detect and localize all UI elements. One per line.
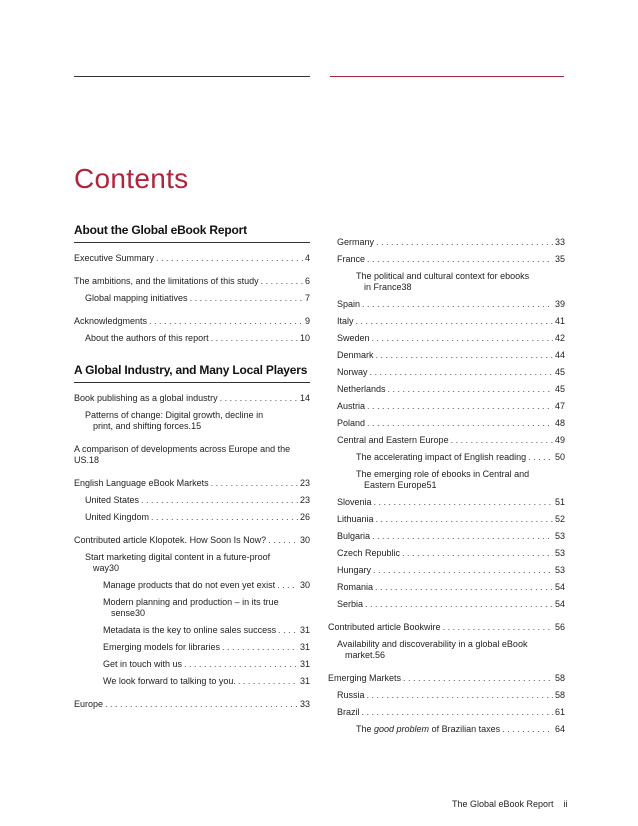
toc-entry[interactable]: The accelerating impact of English reading . . . 50	[337, 452, 565, 463]
toc-left-column	[74, 225, 310, 710]
toc-entry[interactable]: The good problem of Brazilian taxes . . . 64	[337, 724, 565, 735]
toc-entry[interactable]: English Language eBook Markets . . . 23	[74, 478, 310, 489]
toc-entry[interactable]: Lithuania . . . 52	[337, 514, 565, 525]
toc-entry[interactable]: Get in touch with us . . . 31	[74, 659, 310, 670]
toc-entry[interactable]: France . . . 35	[337, 254, 565, 265]
toc-entry[interactable]: Executive Summary . . . 4	[74, 253, 310, 264]
toc-entry[interactable]: United Kingdom . . . 26	[74, 512, 310, 523]
toc-entry[interactable]: Poland . . . 48	[337, 418, 565, 429]
footer-title: The Global eBook Report	[452, 799, 554, 809]
page-title: Contents	[74, 163, 189, 194]
toc-entry[interactable]: About the authors of this report . . . 10	[74, 333, 310, 344]
toc-entry[interactable]: Slovenia . . . 51	[337, 497, 565, 508]
page-footer	[452, 799, 568, 809]
toc-entry[interactable]: Bulgaria . . . 53	[337, 531, 565, 542]
toc-entry[interactable]: Central and Eastern Europe . . . 49	[337, 435, 565, 446]
toc-entry[interactable]: The ambitions, and the limitations of this study . . . 6	[74, 276, 310, 287]
section-heading: About the Global eBook Report	[74, 225, 310, 243]
toc-entry[interactable]: Contributed article Klopotek. How Soon Is Now? . . . 30	[74, 535, 310, 546]
toc-entry[interactable]: Patterns of change: Digital growth, decline in print, and shifting forces. 15	[85, 410, 264, 431]
page-number: ii	[563, 799, 568, 809]
toc-entry[interactable]: Serbia . . . 54	[337, 599, 565, 610]
toc-right-column	[328, 237, 565, 735]
toc-entry[interactable]: Metadata is the key to online sales success . . . 31	[74, 625, 310, 636]
toc-entry[interactable]: Netherlands . . . 45	[337, 384, 565, 395]
toc-entry[interactable]: United States . . . 23	[74, 495, 310, 506]
toc-entry[interactable]: Romania . . . 54	[337, 582, 565, 593]
toc-entry[interactable]: The emerging role of ebooks in Central and Eastern Europe 51	[356, 469, 530, 490]
toc-entry[interactable]: Manage products that do not even yet exist . . . 30	[74, 580, 310, 591]
toc-entry[interactable]: Sweden . . . 42	[337, 333, 565, 344]
toc-entry[interactable]: A comparison of developments across Europe and the US. 18	[74, 444, 291, 465]
top-rule-right	[330, 76, 564, 77]
toc-entry[interactable]: Europe . . . 33	[74, 699, 310, 710]
toc-entry[interactable]: Czech Republic . . . 53	[337, 548, 565, 559]
top-rule-left	[74, 76, 310, 77]
toc-entry[interactable]: Emerging Markets . . . 58	[328, 673, 565, 684]
toc-entry[interactable]: Norway . . . 45	[337, 367, 565, 378]
toc-entry[interactable]: Hungary . . . 53	[337, 565, 565, 576]
toc-entry[interactable]: Emerging models for libraries . . . 31	[74, 642, 310, 653]
toc-entry[interactable]: Italy . . . 41	[337, 316, 565, 327]
toc-entry[interactable]: Spain . . . 39	[337, 299, 565, 310]
section-heading: A Global Industry, and Many Local Players	[74, 365, 310, 383]
toc-entry[interactable]: The political and cultural context for ebooks in France 38	[356, 271, 530, 292]
toc-entry[interactable]: Global mapping initiatives . . . 7	[74, 293, 310, 304]
toc-entry[interactable]: Germany . . . 33	[337, 237, 565, 248]
toc-entry[interactable]: Start marketing digital content in a future-proof way 30	[85, 552, 271, 573]
toc-entry[interactable]: We look forward to talking to you. . . . 31	[74, 676, 310, 687]
toc-entry[interactable]: Modern planning and production – in its true sense 30	[103, 597, 279, 618]
toc-entry[interactable]: Book publishing as a global industry . . . 14	[74, 393, 310, 404]
toc-entry[interactable]: Contributed article Bookwire . . . 56	[328, 622, 565, 633]
toc-entry[interactable]: Russia . . . 58	[337, 690, 565, 701]
toc-entry[interactable]: Availability and discoverability in a global eBook market. 56	[337, 639, 528, 660]
toc-entry[interactable]: Denmark . . . 44	[337, 350, 565, 361]
toc-entry[interactable]: Austria . . . 47	[337, 401, 565, 412]
toc-entry[interactable]: Brazil . . . 61	[337, 707, 565, 718]
toc-entry[interactable]: Acknowledgments . . . 9	[74, 316, 310, 327]
